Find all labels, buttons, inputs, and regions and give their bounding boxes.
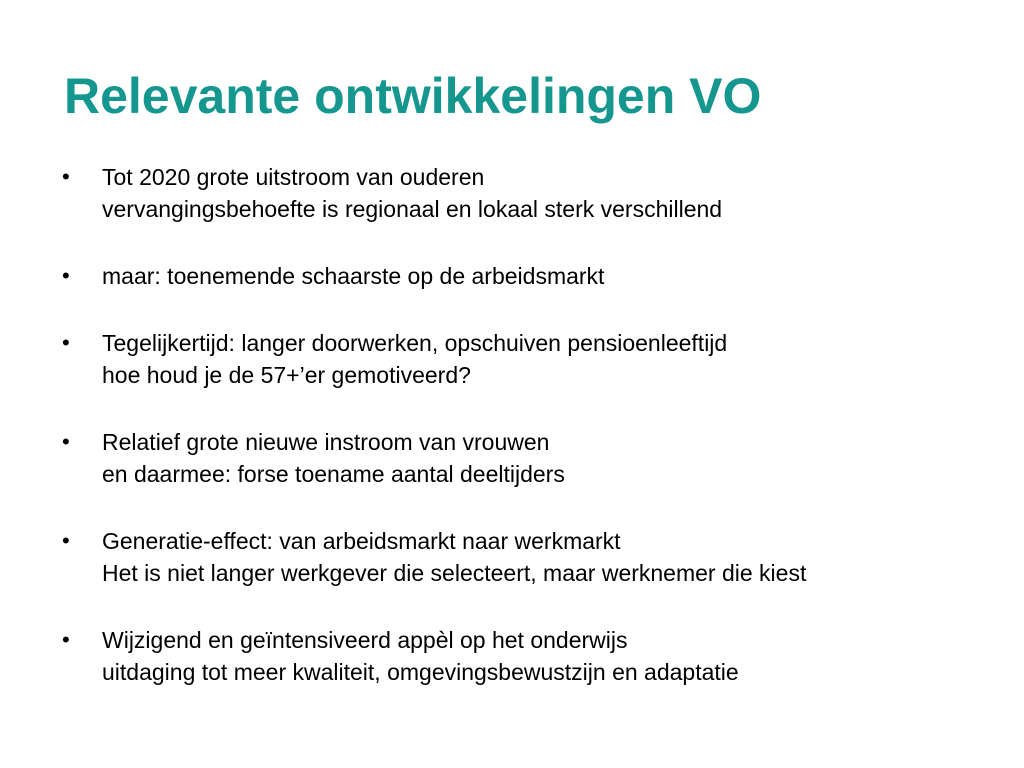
bullet-line: Tegelijkertijd: langer doorwerken, opschuiven pensioenleeftijd xyxy=(102,330,728,356)
bullet-item xyxy=(60,260,806,292)
bullet-line: maar: toenemende schaarste op de arbeidsmarkt xyxy=(102,263,605,289)
bullet-line: Relatief grote nieuwe instroom van vrouwen xyxy=(102,429,550,455)
bullet-marker-icon: • xyxy=(62,330,70,355)
bullet-line: uitdaging tot meer kwaliteit, omgevingsbewustzijn en adaptatie xyxy=(102,659,739,685)
bullet-line: Wijzigend en geïntensiveerd appèl op het onderwijs xyxy=(102,627,628,653)
bullet-line: vervangingsbehoefte is regionaal en lokaal sterk verschillend xyxy=(102,196,723,222)
bullet-line: Het is niet langer werkgever die selecteert, maar werknemer die kiest xyxy=(102,560,807,586)
bullet-line: Generatie-effect: van arbeidsmarkt naar werkmarkt xyxy=(102,528,621,554)
bullet-list xyxy=(60,161,806,723)
bullet-marker-icon: • xyxy=(62,528,70,553)
bullet-item xyxy=(60,426,806,490)
bullet-marker-icon: • xyxy=(62,263,70,288)
bullet-line: hoe houd je de 57+’er gemotiveerd? xyxy=(102,362,471,388)
bullet-item xyxy=(60,161,806,225)
bullet-marker-icon: • xyxy=(62,164,70,189)
bullet-line: en daarmee: forse toename aantal deeltijders xyxy=(102,461,565,487)
bullet-item xyxy=(60,624,806,688)
bullet-marker-icon: • xyxy=(62,429,70,454)
bullet-item xyxy=(60,327,806,391)
slide-title: Relevante ontwikkelingen VO xyxy=(64,68,762,124)
bullet-item xyxy=(60,525,806,589)
bullet-marker-icon: • xyxy=(62,627,70,652)
bullet-line: Tot 2020 grote uitstroom van ouderen xyxy=(102,164,485,190)
